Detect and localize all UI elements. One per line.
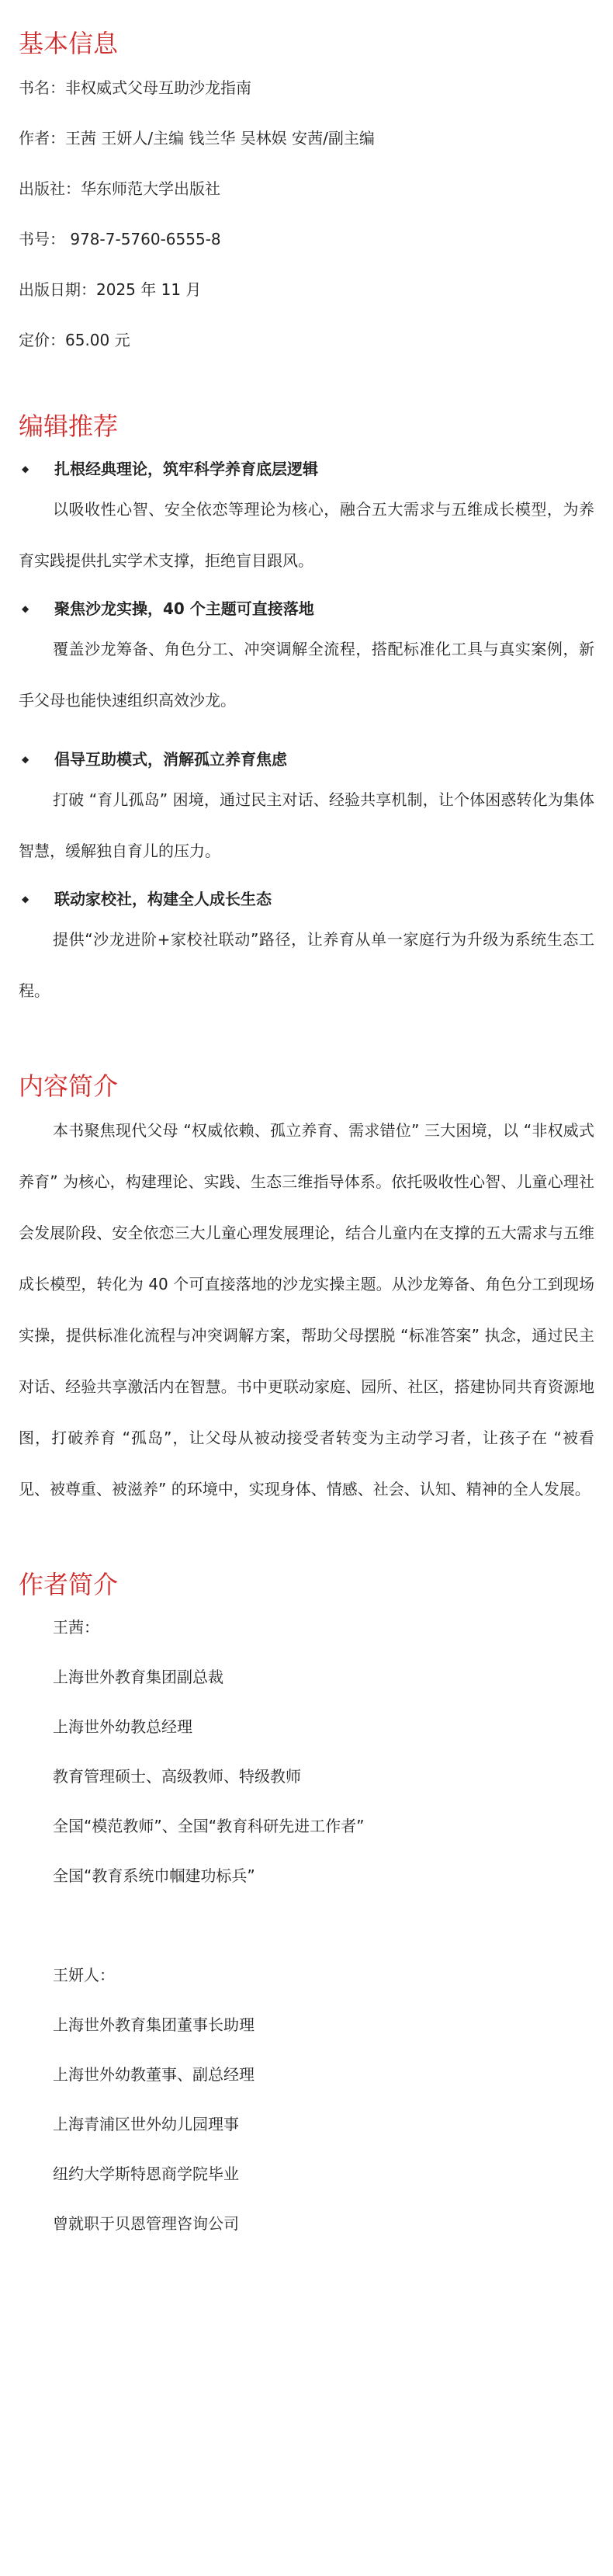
author-name: 王妍人：: [53, 1966, 115, 1984]
author-detail: 上海世外幼教总经理: [53, 1717, 192, 1736]
diamond-bullet-icon: ◆: [22, 894, 29, 904]
publish-date-line: 出版日期：2025 年 11 月: [19, 280, 202, 299]
recommend-heading-text: 联动家校社，构建全人成长生态: [54, 890, 272, 908]
author-detail: 教育管理硕士、高级教师、特级教师: [53, 1767, 301, 1786]
basic-info-title: 基本信息: [19, 29, 119, 58]
diamond-bullet-icon: ◆: [22, 754, 29, 765]
recommend-text: 提供“沙龙进阶+家校社联动”路径，让养育从单一家庭行为升级为系统生态工程。: [19, 930, 594, 1000]
author-block: [19, 1616, 594, 1887]
author-detail: 上海世外教育集团副总裁: [53, 1668, 223, 1686]
recommend-item: [19, 887, 594, 1016]
recommend-item: [19, 597, 594, 726]
recommend-heading: [19, 887, 594, 911]
recommend-heading-text: 扎根经典理论，筑牢科学养育底层逻辑: [54, 460, 318, 478]
authors-line: 作者：王茜 王妍人/主编 钱兰华 吴林娱 安茜/副主编: [19, 129, 375, 148]
author-name: 王茜：: [53, 1618, 99, 1637]
recommend-heading: [19, 597, 594, 620]
recommend-item: [19, 457, 594, 586]
recommend-text: 打破 “育儿孤岛” 困境，通过民主对话、经验共享机制，让个体困惑转化为集体智慧，缓解独自育儿的压力。: [19, 790, 594, 860]
book-title-line: 书名：非权威式父母互助沙龙指南: [19, 78, 251, 97]
recommend-heading-text: 倡导互助模式，消解孤立养育焦虑: [54, 750, 287, 769]
author-detail: 纽约大学斯特恩商学院毕业: [53, 2165, 239, 2183]
recommend-heading: [19, 748, 594, 771]
author-detail: 上海青浦区世外幼儿园理事: [53, 2115, 239, 2133]
author-detail: 曾就职于贝恩管理咨询公司: [53, 2214, 239, 2233]
recommend-heading: [19, 457, 594, 481]
recommend-item: [19, 748, 594, 877]
recommend-text: 以吸收性心智、安全依恋等理论为核心，融合五大需求与五维成长模型，为养育实践提供扎实学术支撑，拒绝盲目跟风。: [19, 500, 594, 570]
author-detail: 全国“教育系统巾帼建功标兵”: [53, 1866, 255, 1885]
recommend-heading-text: 聚焦沙龙实操，40 个主题可直接落地: [54, 599, 314, 618]
isbn-line: 书号： 978-7-5760-6555-8: [19, 230, 221, 248]
diamond-bullet-icon: ◆: [22, 603, 29, 614]
authors-title: 作者简介: [19, 1570, 119, 1599]
price-line: 定价：65.00 元: [19, 331, 130, 349]
author-detail: 全国“模范教师”、全国“教育科研先进工作者”: [53, 1817, 365, 1835]
intro-text: 本书聚焦现代父母 “权威依赖、孤立养育、需求错位” 三大困境，以 “非权威式养育” 为核心，构建理论、实践、生态三维指导体系。依托吸收性心智、儿童心理社会发展阶段、安全依恋三大儿童心理发展理论，结合儿童内在支撑的五大需求与五维成长模型，转化为 40 个可直接落地的沙龙实操主题。从沙龙筹备、角色分工到现场实操，提供标准化流程与冲突调解方案，帮助父母摆脱 “标准答案” 执念，通过民主对话、经验共享激活内在智慧。书中更联动家庭、园所、社区，搭建协同共育资源地图，打破养育 “孤岛”，让父母从被动接受者转变为主动学习者，让孩子在 “被看见、被尊重、被滋养” 的环境中，实现身体、情感、社会、认知、精神的全人发展。: [19, 1121, 594, 1498]
intro-title: 内容简介: [19, 1071, 119, 1101]
author-block: [19, 1963, 594, 2235]
recommend-text: 覆盖沙龙筹备、角色分工、冲突调解全流程，搭配标准化工具与真实案例，新手父母也能快速组织高效沙龙。: [19, 640, 594, 710]
recommend-title: 编辑推荐: [19, 411, 119, 441]
publisher-line: 出版社：华东师范大学出版社: [19, 179, 220, 198]
author-detail: 上海世外教育集团董事长助理: [53, 2015, 255, 2034]
basic-info-list: [19, 59, 594, 352]
diamond-bullet-icon: ◆: [22, 463, 29, 474]
author-detail: 上海世外幼教董事、副总经理: [53, 2065, 255, 2084]
